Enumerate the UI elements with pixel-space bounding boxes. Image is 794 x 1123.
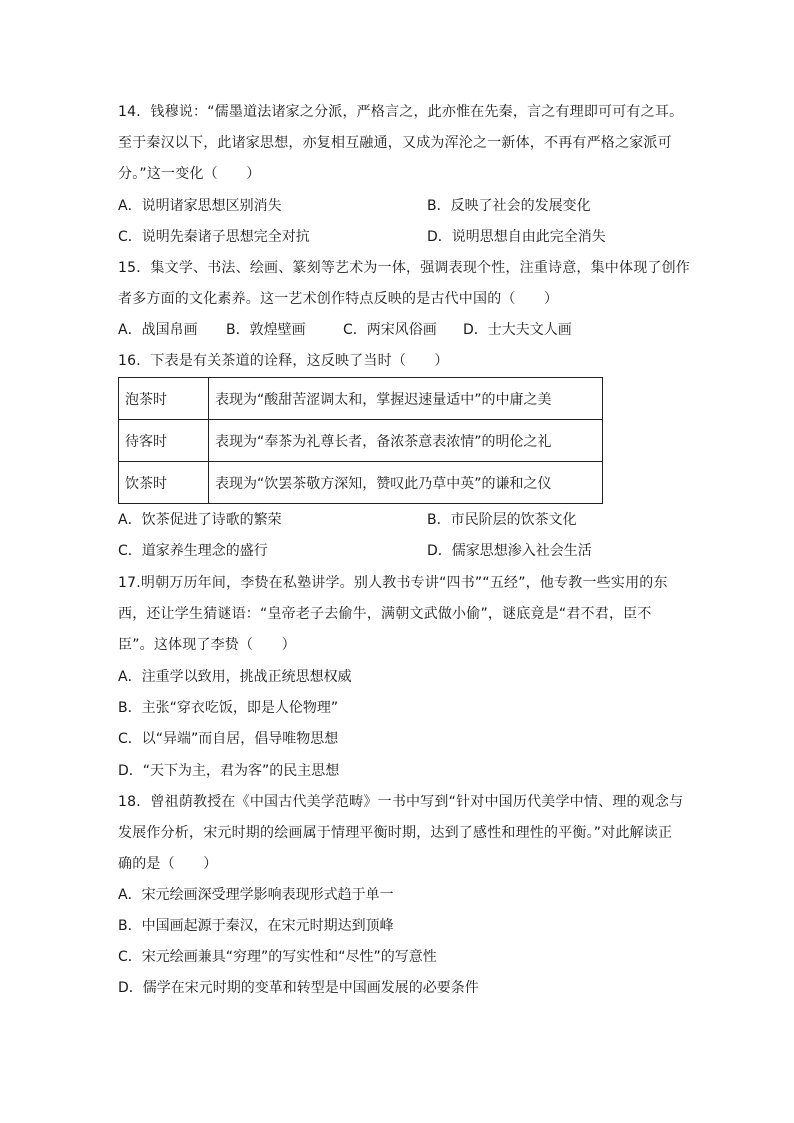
table-cell-text: 表现为“奉茶为礼尊长者，备浓茶意表浓情”的明伦之礼 <box>209 420 603 462</box>
q18-option-b: B．中国画起源于秦汉，在宋元时期达到顶峰 <box>118 918 394 934</box>
q18-stem-line-2: 发展作分析，宋元时期的绘画属于情理平衡时期，达到了感性和理性的平衡。”对此解读正 <box>118 825 673 841</box>
q15-option-d: D．士大夫文人画 <box>463 322 572 338</box>
q18-option-a: A．宋元绘画深受理学影响表现形式趋于单一 <box>118 887 394 903</box>
q17-option-b: B．主张“穿衣吃饭，即是人伦物理” <box>118 700 339 716</box>
table-row <box>119 462 603 504</box>
q15-stem-line-1: 15．集文学、书法、绘画、篆刻等艺术为一体，强调表现个性，注重诗意，集中体现了创作 <box>118 260 691 276</box>
q17-stem-line-1: 17.明朝万历年间，李贽在私塾讲学。别人教书专讲“四书”“五经”，他专教一些实用的东 <box>118 575 668 591</box>
table-cell-text: 表现为“饮罢茶敬方深知，赞叹此乃草中英”的谦和之仪 <box>209 462 603 504</box>
q14-option-c: C．说明先秦诸子思想完全对抗 <box>118 229 310 245</box>
q16-option-b: B．市民阶层的饮茶文化 <box>427 512 577 528</box>
table-row <box>119 420 603 462</box>
q16-option-d: D．儒家思想渗入社会生活 <box>427 543 592 559</box>
q17-option-a: A．注重学以致用，挑战正统思想权威 <box>118 669 352 685</box>
q16-option-c: C．道家养生理念的盛行 <box>118 543 268 559</box>
q14-stem-line-1: 14．钱穆说：“儒墨道法诸家之分派，严格言之，此亦惟在先秦，言之有理即可可有之耳。 <box>118 104 684 120</box>
q17-stem-line-3: 臣”。这体现了李贽（ ） <box>118 637 296 653</box>
q18-option-c: C．宋元绘画兼具“穷理”的写实性和“尽性”的写意性 <box>118 949 437 965</box>
q18-stem-line-1: 18．曾祖荫教授在《中国古代美学范畴》一书中写到“针对中国历代美学中情、理的观念与 <box>118 794 684 810</box>
q15-option-c: C．两宋风俗画 <box>343 322 437 338</box>
table-cell-label: 待客时 <box>119 420 209 462</box>
q15-options-row <box>118 320 572 340</box>
q15-option-b: B．敦煌壁画 <box>226 322 306 338</box>
q16-option-a: A．饮茶促进了诗歌的繁荣 <box>118 512 282 528</box>
q16-stem-line-1: 16．下表是有关茶道的诠释，这反映了当时（ ） <box>118 353 449 369</box>
q15-stem-line-2: 者多方面的文化素养。这一艺术创作特点反映的是古代中国的（ ） <box>118 291 559 307</box>
table-cell-text: 表现为“酸甜苦涩调太和，掌握迟速量适中”的中庸之美 <box>209 378 603 420</box>
q17-option-c: C．以“异端”而自居，倡导唯物思想 <box>118 731 339 747</box>
q15-option-a: A．战国帛画 <box>118 322 198 338</box>
table-cell-label: 泡茶时 <box>119 378 209 420</box>
q17-option-d: D．“天下为主，君为客”的民主思想 <box>118 763 340 779</box>
q18-option-d: D．儒学在宋元时期的变革和转型是中国画发展的必要条件 <box>118 980 479 996</box>
q14-stem-line-2: 至于秦汉以下，此诸家思想，亦复相互融通，又成为浑沦之一新体，不再有严格之家派可 <box>118 135 672 151</box>
table-row <box>119 378 603 420</box>
q14-option-d: D．说明思想自由此完全消失 <box>427 229 606 245</box>
q14-stem-line-3: 分。”这一变化（ ） <box>118 166 261 182</box>
table-cell-label: 饮茶时 <box>119 462 209 504</box>
q14-option-a: A．说明诸家思想区别消失 <box>118 198 282 214</box>
q14-option-b: B．反映了社会的发展变化 <box>427 198 591 214</box>
tea-ceremony-table <box>118 377 603 504</box>
q17-stem-line-2: 西，还让学生猜谜语：“皇帝老子去偷牛，满朝文武做小偷”，谜底竟是“君不君，臣不 <box>118 606 652 622</box>
q18-stem-line-3: 确的是（ ） <box>118 856 218 872</box>
